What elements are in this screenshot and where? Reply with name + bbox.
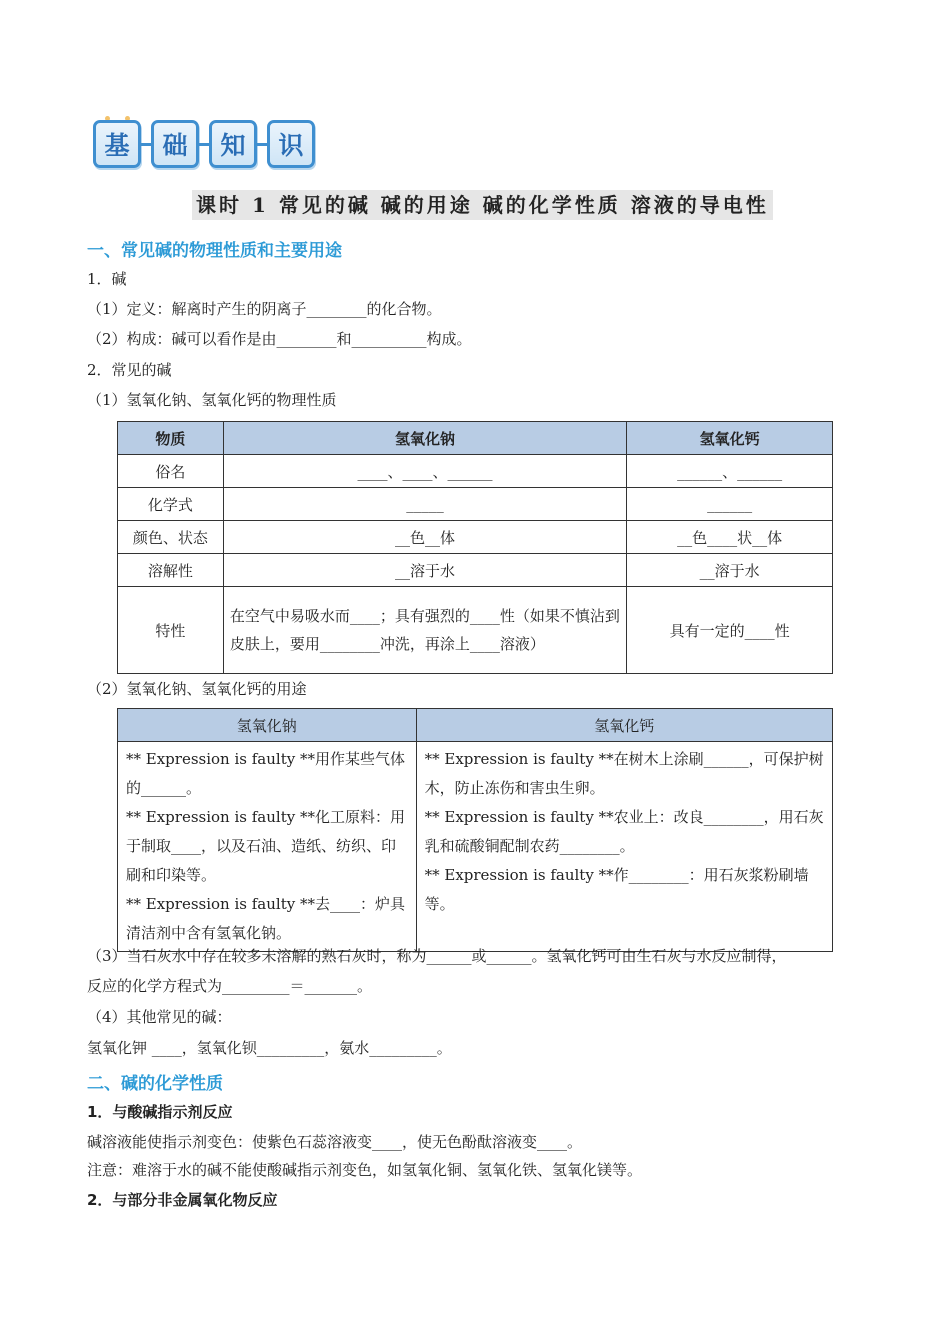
table-header: 氢氧化钠 bbox=[118, 709, 417, 742]
table-row bbox=[118, 455, 833, 488]
table-cell: 具有一定的____性 bbox=[627, 587, 833, 674]
table-cell: 在空气中易吸水而____；具有强烈的____性（如果不慎沾到皮肤上，要用________冲洗，再涂上____溶液） bbox=[223, 587, 626, 674]
badge-char: 基 bbox=[93, 120, 141, 168]
table-cell: 化学式 bbox=[118, 488, 224, 521]
paragraph: （2）氢氧化钠、氢氧化钙的用途 bbox=[87, 680, 307, 698]
table-cell: __溶于水 bbox=[627, 554, 833, 587]
section-1-heading: 一、常见碱的物理性质和主要用途 bbox=[87, 241, 342, 261]
table-cell: ____、____、______ bbox=[223, 455, 626, 488]
list-item: ** Expression is faulty **在树木上涂刷______，可保护树木，防止冻伤和害虫生卵。 bbox=[424, 750, 824, 797]
section-2-heading: 二、碱的化学性质 bbox=[87, 1074, 223, 1094]
badge-connector bbox=[257, 143, 267, 146]
table-cell bbox=[416, 742, 832, 952]
table-header: 氢氧化钙 bbox=[627, 422, 833, 455]
paragraph: （2）构成：碱可以看作是由________和__________构成。 bbox=[87, 330, 472, 348]
table-header: 氢氧化钠 bbox=[223, 422, 626, 455]
table-cell: 颜色、状态 bbox=[118, 521, 224, 554]
table-row bbox=[118, 742, 833, 952]
paragraph: （1）氢氧化钠、氢氧化钙的物理性质 bbox=[87, 391, 337, 409]
paragraph: （4）其他常见的碱： bbox=[87, 1008, 232, 1026]
paragraph: 2．常见的碱 bbox=[87, 361, 172, 379]
subheading: 2．与部分非金属氧化物反应 bbox=[87, 1191, 278, 1209]
paragraph: （3）当石灰水中存在较多未溶解的熟石灰时，称为______或______。氢氧化钙可由生石灰与水反应制得， bbox=[87, 947, 787, 965]
list-item: ** Expression is faulty **用作某些气体的______。 bbox=[126, 750, 405, 797]
badge-char: 知 bbox=[209, 120, 257, 168]
list-item: ** Expression is faulty **农业上：改良________，用石灰乳和硫酸铜配制农药________。 bbox=[424, 808, 824, 855]
paragraph: 氢氧化钾 ____，氢氧化钡_________，氨水_________。 bbox=[87, 1039, 452, 1057]
list-item: ** Expression is faulty **化工原料：用于制取____，以及石油、造纸、纺织、印刷和印染等。 bbox=[126, 808, 405, 884]
table-cell: __色____状__体 bbox=[627, 521, 833, 554]
paragraph: （1）定义：解离时产生的阴离子________的化合物。 bbox=[87, 300, 442, 318]
table-row bbox=[118, 587, 833, 674]
table-header: 氢氧化钙 bbox=[416, 709, 832, 742]
properties-table bbox=[117, 421, 833, 674]
table-cell bbox=[118, 742, 417, 952]
lesson-title: 课时 1 常见的碱 碱的用途 碱的化学性质 溶液的导电性 bbox=[192, 190, 773, 220]
table-row bbox=[118, 488, 833, 521]
table-cell: __溶于水 bbox=[223, 554, 626, 587]
badge-char: 础 bbox=[151, 120, 199, 168]
table-cell: 特性 bbox=[118, 587, 224, 674]
badge-connector bbox=[141, 143, 151, 146]
table-cell: 溶解性 bbox=[118, 554, 224, 587]
table-row bbox=[118, 521, 833, 554]
list-item: ** Expression is faulty **作________：用石灰浆粉刷墙等。 bbox=[424, 866, 809, 913]
table-cell: ______、______ bbox=[627, 455, 833, 488]
paragraph: 反应的化学方程式为_________＝_______。 bbox=[87, 977, 373, 995]
section-badge bbox=[93, 116, 321, 174]
list-item: ** Expression is faulty **去____：炉具清洁剂中含有氢氧化钠。 bbox=[126, 895, 405, 942]
paragraph: 碱溶液能使指示剂变色：使紫色石蕊溶液变____，使无色酚酞溶液变____。 bbox=[87, 1133, 583, 1151]
table-cell: ______ bbox=[627, 488, 833, 521]
table-header: 物质 bbox=[118, 422, 224, 455]
table-cell: 俗名 bbox=[118, 455, 224, 488]
uses-table bbox=[117, 708, 833, 952]
table-cell: __色__体 bbox=[223, 521, 626, 554]
paragraph: 注意：难溶于水的碱不能使酸碱指示剂变色，如氢氧化铜、氢氧化铁、氢氧化镁等。 bbox=[87, 1161, 643, 1179]
subheading: 1．与酸碱指示剂反应 bbox=[87, 1103, 233, 1121]
badge-connector bbox=[199, 143, 209, 146]
badge-char: 识 bbox=[267, 120, 315, 168]
table-cell: _____ bbox=[223, 488, 626, 521]
paragraph: 1．碱 bbox=[87, 270, 127, 288]
table-row bbox=[118, 554, 833, 587]
